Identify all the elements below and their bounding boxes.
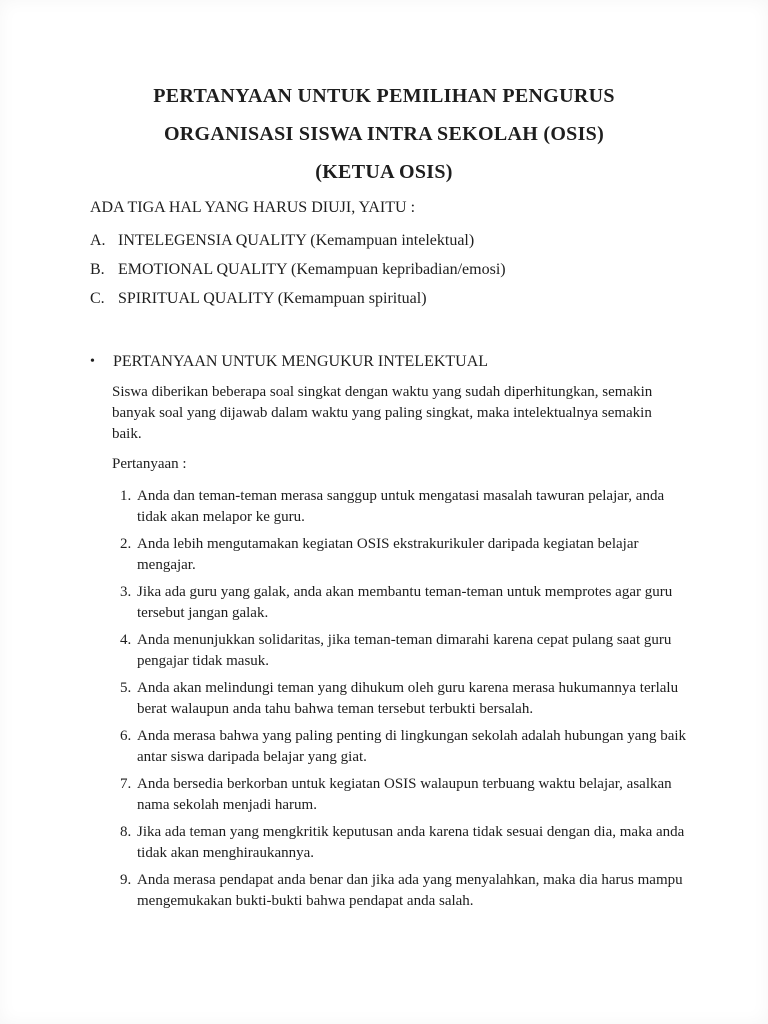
question-item-9 [120,870,700,912]
section-description: Siswa diberikan beberapa soal singkat dengan waktu yang sudah diperhitungkan, semakin banyak soal yang dijawab dalam waktu yang paling singkat, maka intelektualnya semakin baik. [112,384,653,442]
quality-marker-c: C. [90,290,105,307]
section-heading-row [90,352,700,372]
question-text: Anda bersedia berkorban untuk kegiatan OSIS walaupun terbuang waktu belajar, asalkan nama sekolah menjadi harum. [137,776,672,813]
question-item-4 [120,630,700,672]
bullet-icon: • [90,354,95,369]
question-number: 3. [120,584,132,600]
question-item-3 [120,582,700,624]
question-number: 6. [120,728,132,744]
quality-text-b: EMOTIONAL QUALITY (Kemampuan kepribadian/emosi) [118,261,506,278]
question-number: 2. [120,536,132,552]
section-heading: PERTANYAAN UNTUK MENGUKUR INTELEKTUAL [113,353,489,370]
title-line-1: PERTANYAAN UNTUK PEMILIHAN PENGURUS [153,85,615,107]
title-line-3: (KETUA OSIS) [315,161,453,183]
question-item-5 [120,678,700,720]
question-text: Anda merasa bahwa yang paling penting di lingkungan sekolah adalah hubungan yang baik antar siswa daripada belajar yang giat. [137,728,687,765]
question-text: Anda lebih mengutamakan kegiatan OSIS ekstrakurikuler daripada kegiatan belajar mengajar. [137,536,639,573]
quality-marker-b: B. [90,261,105,278]
quality-text-c: SPIRITUAL QUALITY (Kemampuan spiritual) [118,290,427,307]
question-text: Anda menunjukkan solidaritas, jika teman-teman dimarahi karena cepat pulang saat guru pengajar tidak masuk. [137,632,672,669]
title-line-2: ORGANISASI SISWA INTRA SEKOLAH (OSIS) [163,123,605,145]
question-text: Jika ada guru yang galak, anda akan membantu teman-teman untuk memprotes agar guru tersebut jangan galak. [137,584,673,621]
question-number: 9. [120,872,132,888]
question-item-6 [120,726,700,768]
question-item-7 [120,774,700,816]
question-item-1 [120,486,700,528]
question-list [120,486,700,912]
quality-item-a [90,231,700,251]
question-number: 7. [120,776,132,792]
document-title [0,0,768,185]
question-number: 8. [120,824,132,840]
quality-text-a: INTELEGENSIA QUALITY (Kemampuan intelektual) [118,232,475,249]
question-number: 5. [120,680,132,696]
question-text: Anda merasa pendapat anda benar dan jika ada yang menyalahkan, maka dia harus mampu mengemukakan bukti-bukti bahwa pendapat anda salah. [137,872,683,909]
quality-item-b [90,260,700,280]
question-text: Anda akan melindungi teman yang dihukum oleh guru karena merasa hukumannya terlalu berat walaupun anda tahu bahwa teman tersebut terbukti bersalah. [137,680,679,717]
question-item-8 [120,822,700,864]
question-item-2 [120,534,700,576]
question-text: Jika ada teman yang mengkritik keputusan anda karena tidak sesuai dengan dia, maka anda tidak akan menghiraukannya. [137,824,685,861]
quality-marker-a: A. [90,232,106,249]
quality-list [90,231,700,309]
document-body [90,198,700,912]
quality-item-c [90,289,700,309]
questions-label: Pertanyaan : [112,456,187,472]
intro-text: ADA TIGA HAL YANG HARUS DIUJI, YAITU : [90,199,416,216]
question-number: 4. [120,632,132,648]
question-number: 1. [120,488,132,504]
question-text: Anda dan teman-teman merasa sanggup untuk mengatasi masalah tawuran pelajar, anda tidak akan melapor ke guru. [137,488,665,525]
